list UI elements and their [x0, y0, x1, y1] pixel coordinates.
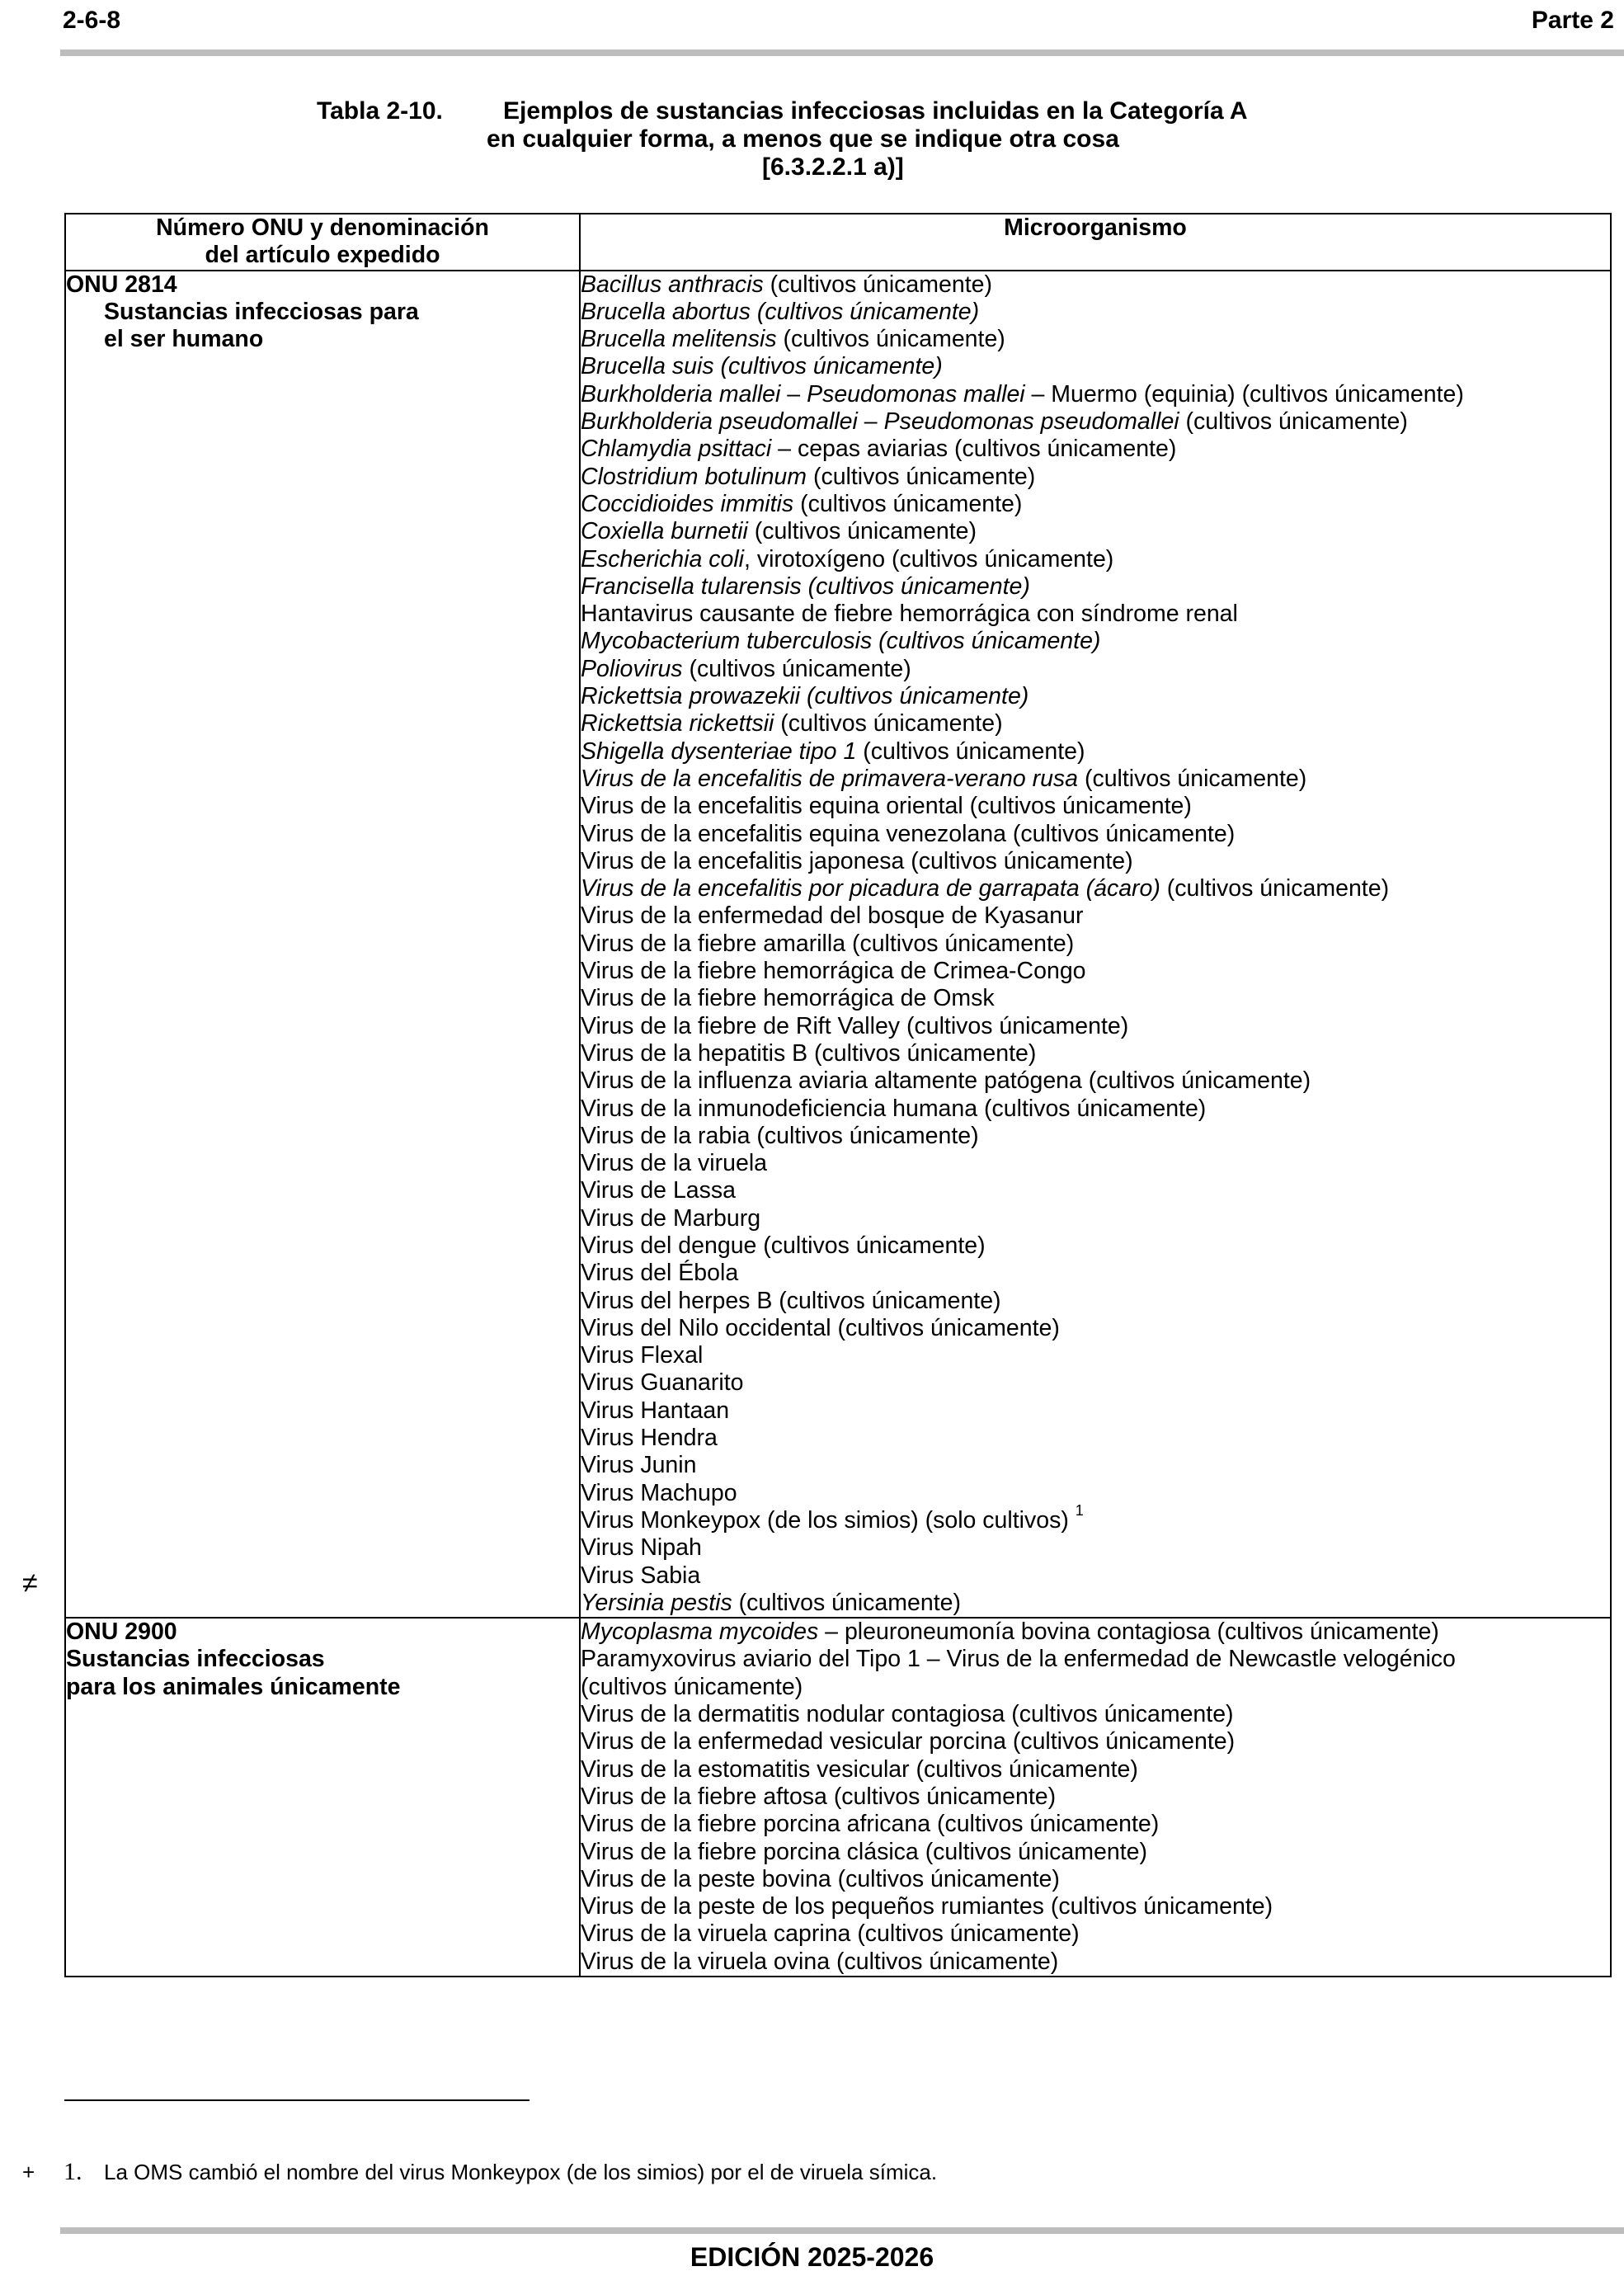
microorganism-item [581, 710, 1610, 737]
header-rule [60, 49, 1624, 56]
item-text: Virus Junin [581, 1452, 697, 1479]
item-text: Virus de la encefalitis japonesa (cultivos únicamente) [581, 847, 1133, 874]
microorganism-item [581, 1866, 1610, 1893]
microorganism-item [581, 381, 1610, 408]
microorganism-item [581, 1811, 1610, 1838]
item-text: Virus de la fiebre porcina clásica (cultivos únicamente) [581, 1838, 1147, 1865]
item-text: – Muermo (equinia) (cultivos únicamente) [1024, 380, 1464, 408]
microorganism-item [581, 656, 1610, 683]
item-text: (cultivos únicamente) [774, 710, 1003, 737]
item-text: Virus de la estomatitis vesicular (cultivos únicamente) [581, 1755, 1138, 1783]
item-text: Clostridium botulinum [581, 463, 807, 490]
microorganism-item [581, 1619, 1610, 1646]
table-row [65, 271, 1611, 1619]
item-text: Virus Machupo [581, 1479, 737, 1506]
item-text: Virus de la encefalitis por picadura de garrapata (ácaro) [581, 875, 1160, 902]
item-text: Virus de Marburg [581, 1204, 761, 1232]
item-text: (cultivos únicamente) [1179, 408, 1408, 436]
item-text: Pseudomonas pseudomallei [883, 408, 1179, 436]
microorganism-item [581, 931, 1610, 958]
item-text: (cultivos únicamente) [581, 1673, 803, 1700]
microorganism-item [581, 1646, 1610, 1673]
microorganism-item [581, 271, 1610, 299]
item-text: Chlamydia psittaci [581, 436, 772, 463]
item-text: Coccidioides immitis [581, 490, 794, 517]
item-text: – [857, 408, 884, 436]
item-text: Virus de la dermatitis nodular contagiosa (cultivos únicamente) [581, 1701, 1234, 1728]
microorganism-item [581, 1177, 1610, 1204]
item-text: (cultivos únicamente) [776, 326, 1005, 353]
item-text: Virus de Lassa [581, 1177, 737, 1204]
microorganism-item [581, 1701, 1610, 1728]
item-text: Virus Guanarito [581, 1369, 744, 1397]
un-designation-cell [65, 271, 580, 1619]
microorganism-item [581, 1123, 1610, 1150]
item-text: Virus de la viruela ovina (cultivos únicamente) [581, 1948, 1059, 1975]
microorganism-item [581, 1756, 1610, 1783]
microorganism-item [581, 958, 1610, 985]
item-text: Virus de la enfermedad del bosque de Kyasanur [581, 902, 1084, 930]
microorganism-item [581, 1534, 1610, 1562]
item-text: Virus Sabia [581, 1562, 701, 1589]
item-text: Brucella suis (cultivos únicamente) [581, 353, 943, 380]
item-text: Virus del herpes B (cultivos únicamente) [581, 1287, 1001, 1314]
item-text: Virus de la encefalitis equina venezolana (cultivos únicamente) [581, 820, 1236, 847]
microorganism-item [581, 1288, 1610, 1315]
item-text: (cultivos únicamente) [763, 271, 992, 298]
item-text: (cultivos únicamente) [807, 463, 1036, 490]
item-text: (cultivos únicamente) [793, 490, 1023, 517]
item-text: Mycoplasma mycoides [581, 1619, 819, 1646]
item-text: (cultivos únicamente) [856, 737, 1085, 765]
item-text: Yersinia pestis [581, 1589, 732, 1616]
item-text: Virus Nipah [581, 1534, 702, 1562]
title-reference: [6.3.2.2.1 a)] [762, 153, 904, 181]
microorganism-item [581, 1728, 1610, 1755]
item-text: Rickettsia prowazekii (cultivos únicamente) [581, 683, 1029, 710]
microorganism-item [581, 1920, 1610, 1948]
revision-margin-mark: ≠ [22, 1567, 38, 1599]
microorganism-item [581, 1502, 1610, 1534]
item-text: Virus de la peste de los pequeños rumiantes (cultivos únicamente) [581, 1893, 1273, 1920]
microorganism-item [581, 902, 1610, 930]
shipping-name-line-1: Sustancias infecciosas [66, 1646, 325, 1673]
microorganism-item [581, 1948, 1610, 1976]
item-text: Virus de la peste bovina (cultivos únicamente) [581, 1865, 1060, 1892]
microorganism-list [580, 271, 1611, 1619]
item-text: Mycobacterium tuberculosis (cultivos únicamente) [581, 628, 1101, 655]
item-text: Bacillus anthracis [581, 271, 764, 298]
item-text: Burkholderia mallei [581, 380, 781, 408]
microorganism-item [581, 1013, 1610, 1040]
microorganism-item [581, 821, 1610, 848]
microorganism-item [581, 1315, 1610, 1342]
microorganism-item [581, 546, 1610, 573]
col-header-microorganism: Microorganismo [580, 214, 1611, 271]
item-text: Virus Monkeypox (de los simios) (solo cultivos) [581, 1506, 1076, 1534]
un-designation-cell [65, 1618, 580, 1977]
item-text: Hantavirus causante de fiebre hemorrágica con síndrome renal [581, 601, 1238, 628]
item-text: Virus de la fiebre amarilla (cultivos únicamente) [581, 930, 1075, 957]
microorganism-item [581, 1893, 1610, 1920]
item-text: Burkholderia pseudomallei [581, 408, 858, 436]
un-number: ONU 2814 [66, 271, 177, 298]
microorganism-item [581, 326, 1610, 353]
microorganism-item [581, 436, 1610, 463]
item-text: (cultivos únicamente) [747, 518, 977, 545]
item-text: Virus de la influenza aviaria altamente patógena (cultivos únicamente) [581, 1067, 1311, 1095]
microorganism-item [581, 464, 1610, 491]
item-text: Virus de la inmunodeficiencia humana (cultivos únicamente) [581, 1095, 1207, 1122]
item-text: Rickettsia rickettsii [581, 710, 774, 737]
item-text: Virus de la fiebre de Rift Valley (cultivos únicamente) [581, 1012, 1129, 1039]
item-text: Virus del Nilo occidental (cultivos únicamente) [581, 1314, 1060, 1341]
microorganism-item [581, 1342, 1610, 1369]
item-text: Virus de la viruela caprina (cultivos únicamente) [581, 1920, 1080, 1948]
microorganism-item [581, 628, 1610, 655]
table-row [65, 1618, 1611, 1977]
microorganism-item [581, 1674, 1610, 1701]
col1-header-line-1: Número ONU y denominación [156, 214, 489, 241]
item-text: Francisella tularensis (cultivos únicamente) [581, 572, 1030, 600]
item-text: Pseudomonas mallei [807, 380, 1025, 408]
microorganism-item [581, 766, 1610, 793]
shipping-name-line-2: para los animales únicamente [66, 1673, 401, 1700]
item-text: Virus de la fiebre aftosa (cultivos únicamente) [581, 1783, 1057, 1810]
part-label: Parte 2 [1531, 7, 1614, 34]
item-text: (cultivos únicamente) [1078, 765, 1307, 792]
item-text: Virus del Ébola [581, 1260, 739, 1287]
footnote-text: La OMS cambió el nombre del virus Monkeypox (de los simios) por el de viruela símica. [104, 2160, 938, 2184]
page-number: 2-6-8 [63, 7, 121, 34]
microorganism-item [581, 875, 1610, 902]
item-text: Shigella dysenteriae tipo 1 [581, 737, 857, 765]
item-text: Poliovirus [581, 655, 683, 682]
table-label: Tabla 2-10. [317, 97, 443, 125]
microorganism-item [581, 1067, 1610, 1095]
microorganism-item [581, 1232, 1610, 1260]
microorganism-item [581, 1562, 1610, 1590]
microorganism-item [581, 738, 1610, 766]
microorganism-item [581, 1096, 1610, 1123]
microorganism-item [581, 683, 1610, 710]
un-number: ONU 2900 [66, 1619, 177, 1646]
footnote-number: 1. [64, 2158, 82, 2185]
title-line-1: Ejemplos de sustancias infecciosas incluidas en la Categoría A [503, 97, 1248, 125]
microorganism-item [581, 353, 1610, 380]
title-line-2: en cualquier forma, a menos que se indique otra cosa [487, 125, 1119, 153]
item-text: Paramyxovirus aviario del Tipo 1 – Virus de la enfermedad de Newcastle velogénico [581, 1646, 1456, 1673]
microorganism-item [581, 1480, 1610, 1507]
item-text: Virus de la rabia (cultivos únicamente) [581, 1122, 979, 1149]
col1-header-line-2: del artículo expedido [205, 242, 440, 269]
item-text: Virus de la viruela [581, 1150, 768, 1177]
item-text: Virus Hendra [581, 1425, 718, 1452]
microorganism-item [581, 1590, 1610, 1617]
microorganism-item [581, 408, 1610, 436]
microorganism-item [581, 1260, 1610, 1287]
microorganism-item [581, 601, 1610, 628]
microorganism-item [581, 1369, 1610, 1397]
shipping-name-line-2: el ser humano [104, 326, 264, 353]
microorganism-item [581, 1452, 1610, 1479]
edition-footer: EDICIÓN 2025-2026 [690, 2242, 934, 2272]
item-text: Virus de la fiebre porcina africana (cultivos únicamente) [581, 1811, 1160, 1838]
substances-table [64, 213, 1612, 1977]
item-text: Virus de la fiebre hemorrágica de Crimea-Congo [581, 958, 1086, 985]
item-text: Virus de la hepatitis B (cultivos únicamente) [581, 1039, 1037, 1067]
item-text: Virus de la enfermedad vesicular porcina (cultivos únicamente) [581, 1728, 1236, 1755]
footnote-separator [64, 2099, 530, 2101]
footer-rule [60, 2227, 1624, 2234]
microorganism-item [581, 518, 1610, 545]
microorganism-item [581, 1205, 1610, 1232]
item-text: (cultivos únicamente) [682, 655, 911, 682]
item-text: – cepas aviarias (cultivos únicamente) [771, 436, 1177, 463]
item-text: – pleuroneumonía bovina contagiosa (cultivos únicamente) [818, 1619, 1439, 1646]
shipping-name-line-1: Sustancias infecciosas para [104, 298, 419, 325]
microorganism-item [581, 848, 1610, 875]
item-text: Virus de la encefalitis de primavera-verano rusa [581, 765, 1079, 792]
microorganism-item [581, 299, 1610, 326]
microorganism-item [581, 1150, 1610, 1177]
item-text: Brucella melitensis [581, 326, 777, 353]
item-text: , virotoxígeno (cultivos únicamente) [744, 545, 1114, 572]
footnote-revision-mark: + [22, 2160, 35, 2184]
table-header-row [65, 214, 1611, 271]
microorganism-item [581, 1040, 1610, 1067]
item-text: Virus de la fiebre hemorrágica de Omsk [581, 985, 995, 1012]
item-text: Virus de la encefalitis equina oriental (cultivos únicamente) [581, 793, 1192, 820]
microorganism-item [581, 1783, 1610, 1811]
item-text: Virus del dengue (cultivos únicamente) [581, 1232, 986, 1259]
item-text: Escherichia coli [581, 545, 744, 572]
item-text: (cultivos únicamente) [1160, 875, 1390, 902]
microorganism-item [581, 985, 1610, 1012]
microorganism-item [581, 573, 1610, 601]
microorganism-list [580, 1618, 1611, 1977]
microorganism-item [581, 491, 1610, 518]
microorganism-item [581, 1839, 1610, 1866]
item-text: Brucella abortus (cultivos únicamente) [581, 298, 980, 325]
microorganism-item [581, 793, 1610, 820]
item-text: – [780, 380, 807, 408]
col-header-un-number [65, 214, 580, 271]
footnote-reference: 1 [1075, 1502, 1084, 1520]
item-text: Virus Hantaan [581, 1397, 730, 1424]
item-text: (cultivos únicamente) [732, 1589, 961, 1616]
microorganism-item [581, 1397, 1610, 1425]
item-text: Virus Flexal [581, 1342, 704, 1369]
item-text: Coxiella burnetii [581, 518, 748, 545]
microorganism-item [581, 1425, 1610, 1452]
